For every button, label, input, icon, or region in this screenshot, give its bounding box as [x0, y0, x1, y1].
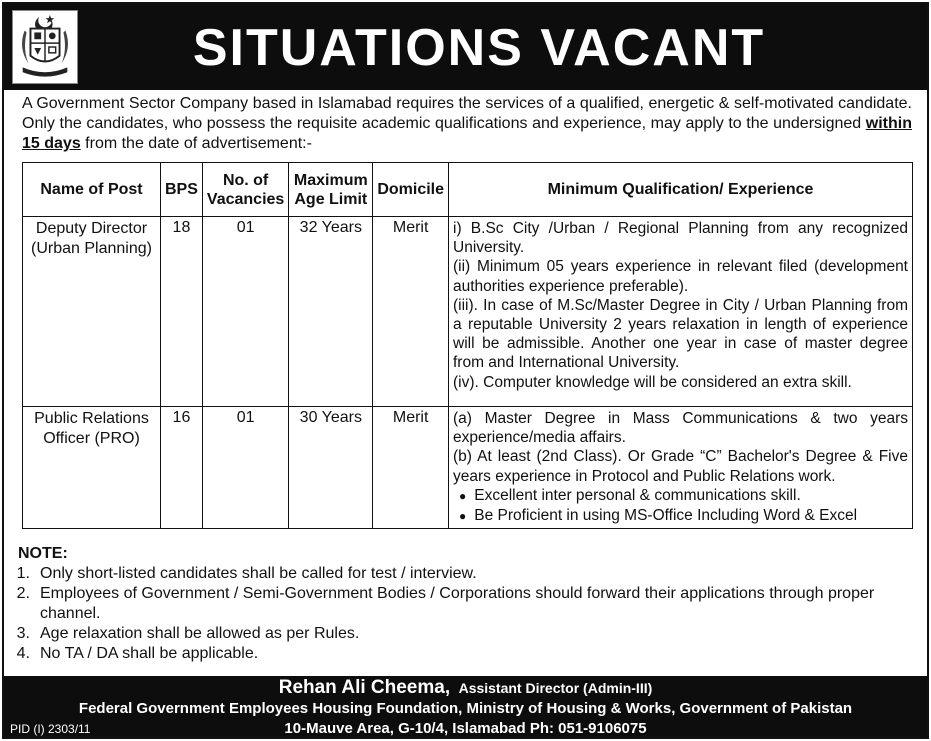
- pid-number: PID (I) 2303/11: [10, 722, 91, 736]
- post-vacancies: 01: [202, 217, 288, 407]
- post-name: Public Relations Officer (PRO): [23, 407, 161, 529]
- notes-heading: NOTE:: [18, 545, 68, 562]
- list-item: [10, 584, 910, 624]
- note-number: 3.: [16, 625, 30, 642]
- post-domicile: Merit: [373, 217, 449, 407]
- post-bps: 16: [161, 407, 203, 529]
- qualification-bullet: ● Be Proficient in using MS-Office Including Word & Excel: [453, 506, 908, 526]
- note-text: Age relaxation shall be allowed as per Rules.: [40, 625, 360, 642]
- qualification-bullet: ● Excellent inter personal & communications skill.: [453, 486, 908, 506]
- signatory-role: Assistant Director (Admin-III): [458, 680, 653, 696]
- address: 10-Mauve Area, G-10/4, Islamabad Ph: 051-9106075: [284, 720, 647, 737]
- header-bps: BPS: [161, 163, 203, 217]
- post-age-limit: 30 Years: [289, 407, 373, 529]
- intro-text: A Government Sector Company based in Islamabad requires the services of a qualified, energetic & self-motivated candidate. Only the candidates, who possess the requisite academic qualifications and experience, may apply to the undersigned: [22, 95, 912, 132]
- organization-name: Federal Government Employees Housing Foundation, Ministry of Housing & Works, Government of Pakistan: [78, 700, 853, 717]
- qualification-line: (b) At least (2nd Class). Or Grade “C” Bachelor's Degree & Five years experience in Protocol and Public Relations work.: [453, 448, 908, 485]
- footer-banner: [4, 676, 927, 737]
- header-qualification: Minimum Qualification/ Experience: [449, 163, 913, 217]
- table-row: [23, 407, 913, 529]
- signatory-name: Rehan Ali Cheema,: [278, 677, 451, 698]
- list-item: [10, 644, 910, 664]
- header-name-of-post: Name of Post: [23, 163, 161, 217]
- list-item: [10, 564, 910, 584]
- page-title: SITUATIONS VACANT: [192, 19, 766, 77]
- qualification-line: (iii). In case of M.Sc/Master Degree in City / Urban Planning from a reputable University 2 years relaxation in length of experience will be admissible. Another one year in case of master degree from and International University.: [453, 296, 908, 372]
- header-vacancies: No. of Vacancies: [202, 163, 288, 217]
- table-header-row: [23, 163, 913, 217]
- note-number: 1.: [16, 565, 30, 582]
- post-qualification: [449, 217, 913, 407]
- post-vacancies: 01: [202, 407, 288, 529]
- intro-text-end: from the date of advertisement:-: [80, 135, 312, 152]
- vacancies-table: [22, 162, 913, 529]
- header-domicile: Domicile: [373, 163, 449, 217]
- post-bps: 18: [161, 217, 203, 407]
- note-number: 4.: [16, 645, 30, 662]
- qualification-line: i) B.Sc City /Urban / Regional Planning from any recognized University.: [453, 220, 908, 257]
- qualification-line: (iv). Computer knowledge will be considered an extra skill.: [453, 373, 852, 391]
- qualification-line: (a) Master Degree in Mass Communications & two years experience/media affairs.: [453, 410, 908, 447]
- note-text: No TA / DA shall be applicable.: [40, 645, 259, 662]
- post-name: Deputy Director (Urban Planning): [23, 217, 161, 407]
- signatory: [4, 677, 927, 699]
- header-age-limit: Maximum Age Limit: [289, 163, 373, 217]
- post-domicile: Merit: [373, 407, 449, 529]
- note-text: Employees of Government / Semi-Government Bodies / Corporations should forward their applications through proper channel.: [40, 585, 875, 622]
- post-qualification: [449, 407, 913, 529]
- table-row: [23, 217, 913, 407]
- pakistan-state-emblem-icon: [13, 11, 77, 83]
- deadline-emphasis: within 15 days: [22, 115, 912, 152]
- qualification-line: (ii) Minimum 05 years experience in relevant filed (development authorities experience preferable).: [453, 258, 908, 295]
- advertisement: [2, 2, 929, 739]
- header-banner: [4, 4, 927, 90]
- note-number: 2.: [16, 585, 30, 602]
- notes-section: [10, 544, 910, 664]
- note-text: Only short-listed candidates shall be called for test / interview.: [40, 565, 477, 582]
- intro-paragraph: [22, 94, 912, 154]
- emblem: [12, 10, 78, 84]
- post-age-limit: 32 Years: [289, 217, 373, 407]
- list-item: [10, 624, 910, 644]
